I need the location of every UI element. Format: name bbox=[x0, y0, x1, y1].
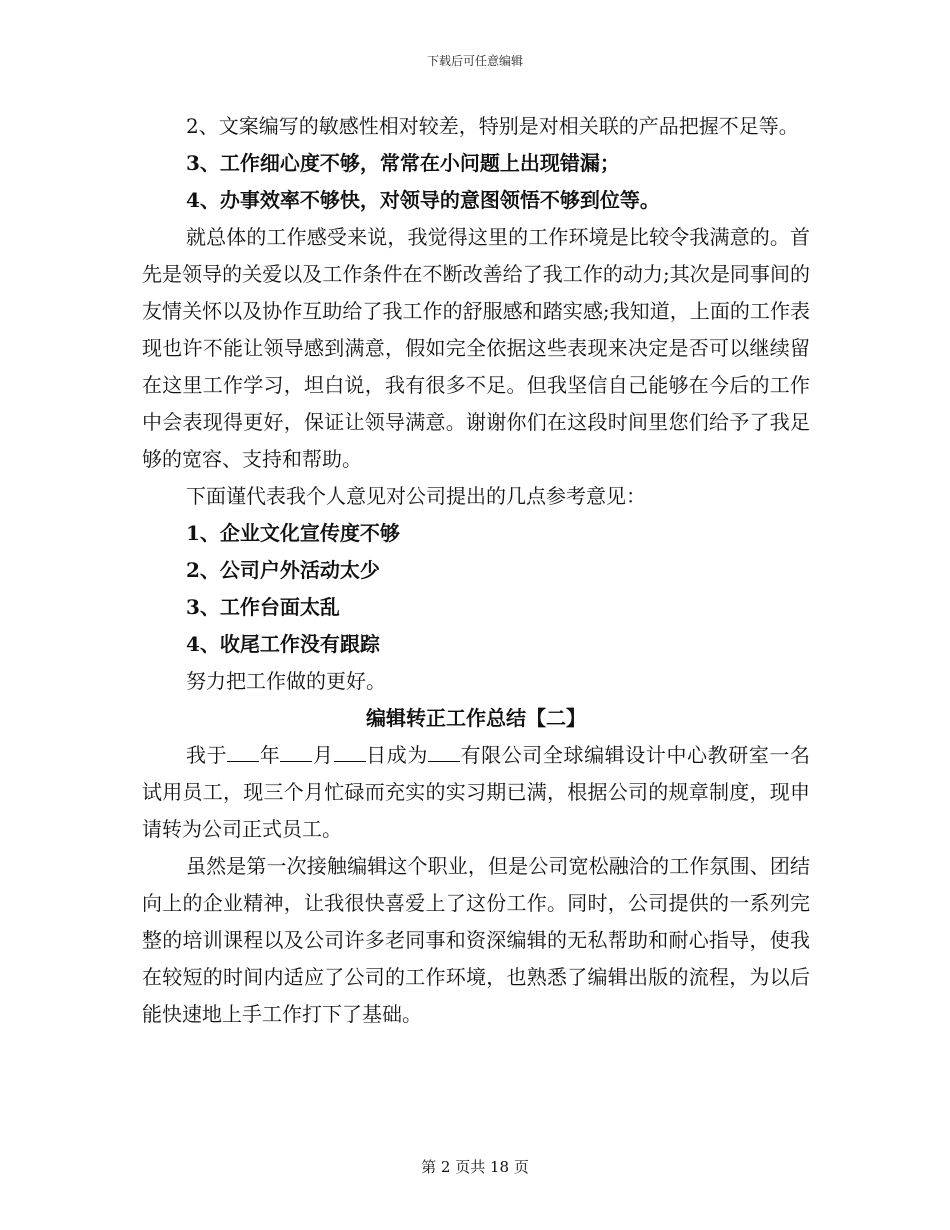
paragraph-overall-feeling: 就总体的工作感受来说，我觉得这里的工作环境是比较令我满意的。首先是领导的关爱以及工作条件在不断改善给了我工作的动力;其次是同事间的友情关怀以及协作互助给了我工作的舒服感和踏实感;我知道，上面的工作表现也许不能让领导感到满意，假如完全依据这些表现来决定是否可以继续留在这里工作学习，坦白说，我有很多不足。但我坚信自己能够在今后的工作中会表现得更好，保证让领导满意。谢谢你们在这段时间里您们给予了我足够的宽容、支持和帮助。 bbox=[142, 225, 810, 471]
blank-day bbox=[334, 743, 366, 762]
paragraph-weakness-4: 4、办事效率不够快，对领导的意图领悟不够到位等。 bbox=[186, 188, 660, 212]
suggestion-item-2: 2、公司户外活动太少 bbox=[186, 558, 380, 582]
intro-text-d: 日成为 bbox=[365, 743, 428, 767]
paragraph-weakness-3: 3、工作细心度不够，常常在小问题上出现错漏； bbox=[186, 151, 620, 175]
paragraph-first-experience: 虽然是第一次接触编辑这个职业，但是公司宽松融洽的工作氛围、团结向上的企业精神，让我很快喜爱上了这份工作。同时，公司提供的一系列完整的培训课程以及公司许多老同事和资深编辑的无私帮助和耐心指导，使我在较短的时间内适应了公司的工作环境，也熟悉了编辑出版的流程，为以后能快速地上手工作打下了基础。 bbox=[142, 854, 810, 1026]
page-header: 下载后可任意编辑 bbox=[426, 54, 523, 68]
section-heading: 编辑转正工作总结【二】 bbox=[366, 706, 586, 730]
intro-text-b: 年 bbox=[259, 743, 281, 767]
suggestion-item-4: 4、收尾工作没有跟踪 bbox=[186, 632, 380, 656]
page-footer: 第 2 页共 18 页 bbox=[421, 1158, 529, 1176]
document-body bbox=[142, 108, 810, 1033]
intro-text-c: 月 bbox=[312, 743, 334, 767]
blank-year bbox=[227, 743, 259, 762]
blank-company bbox=[428, 743, 460, 762]
paragraph-closing: 努力把工作做的更好。 bbox=[186, 669, 386, 693]
suggestion-item-1: 1、企业文化宣传度不够 bbox=[186, 521, 400, 545]
blank-month bbox=[280, 743, 312, 762]
intro-text-e: 有限公司全球编辑设计中心教研室一名试用员工，现三个月忙碌而充实的实习期已满，根据公司的规章制度，现申请转为公司正式员工。 bbox=[142, 743, 811, 841]
suggestion-item-3: 3、工作台面太乱 bbox=[186, 595, 340, 619]
paragraph-weakness-2: 2、文案编写的敏感性相对较差，特别是对相关联的产品把握不足等。 bbox=[186, 114, 799, 138]
paragraph-intro-employment bbox=[142, 737, 810, 848]
intro-text-a: 我于 bbox=[186, 743, 228, 767]
paragraph-suggestions-intro: 下面谨代表我个人意见对公司提出的几点参考意见： bbox=[186, 484, 646, 508]
